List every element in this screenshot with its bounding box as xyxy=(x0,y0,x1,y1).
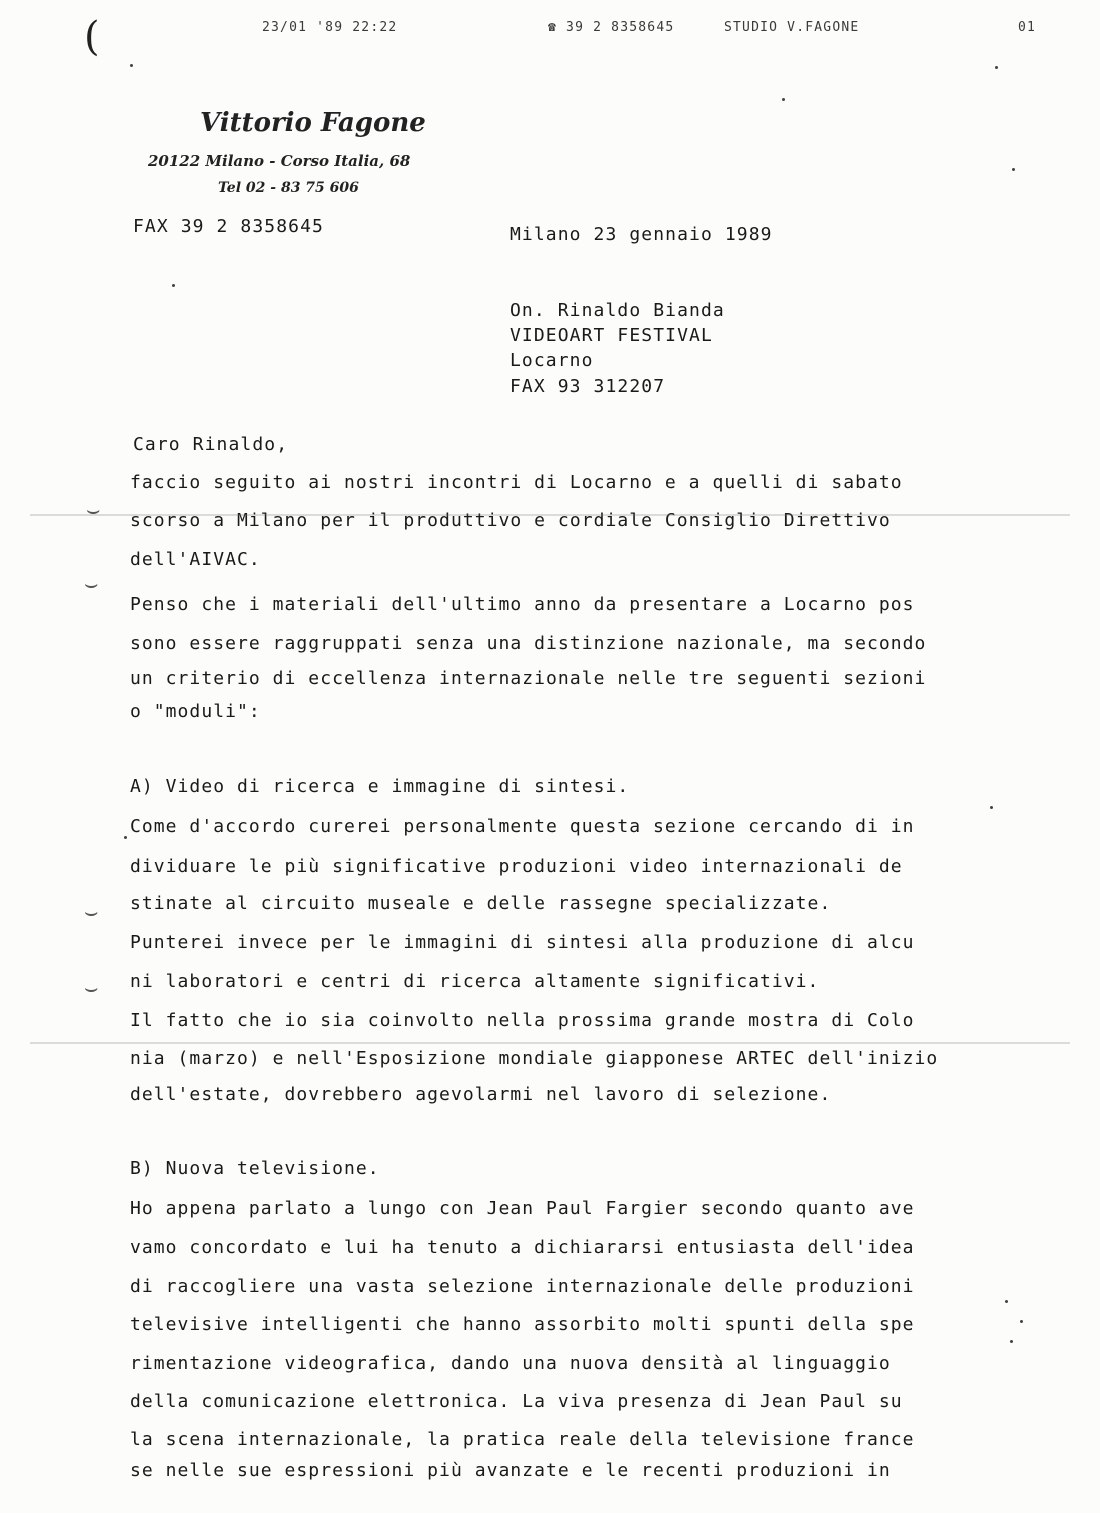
body-line: Punterei invece per le immagini di sintesi alla produzione di alcu xyxy=(130,932,915,953)
paper-speck xyxy=(124,836,127,839)
fax-page-number: 01 xyxy=(1018,20,1037,35)
section-heading: A) Video di ricerca e immagine di sintesi. xyxy=(130,776,630,797)
body-line: se nelle sue espressioni più avanzate e le recenti produzioni in xyxy=(130,1460,891,1481)
margin-curl-mark: ⌣ xyxy=(84,572,99,597)
fax-datetime: 23/01 '89 22:22 xyxy=(262,20,398,35)
letterhead-name: Vittorio Fagone xyxy=(200,108,426,138)
body-line: vamo concordato e lui ha tenuto a dichiararsi entusiasta dell'idea xyxy=(130,1237,915,1258)
margin-curl-mark: ⌣ xyxy=(84,900,99,925)
letterhead-address: 20122 Milano - Corso Italia, 68 xyxy=(148,152,411,170)
fax-number: ☎ 39 2 8358645 xyxy=(548,20,675,35)
recipient-name: On. Rinaldo Bianda xyxy=(510,300,725,321)
paper-speck xyxy=(782,98,785,101)
fax-studio: STUDIO V.FAGONE xyxy=(724,20,860,35)
body-line: stinate al circuito museale e delle rassegne specializzate. xyxy=(130,893,832,914)
body-line: nia (marzo) e nell'Esposizione mondiale giapponese ARTEC dell'inizio xyxy=(130,1048,939,1069)
paper-speck xyxy=(995,66,998,69)
paper-speck xyxy=(1005,1300,1008,1303)
recipient-organization: VIDEOART FESTIVAL xyxy=(510,325,713,346)
body-line: la scena internazionale, la pratica reale della televisione france xyxy=(130,1429,915,1450)
margin-curl-mark: ⌣ xyxy=(86,498,101,523)
body-line: rimentazione videografica, dando una nuova densità al linguaggio xyxy=(130,1353,891,1374)
body-line: o "moduli": xyxy=(130,701,261,722)
letter-date: Milano 23 gennaio 1989 xyxy=(510,224,773,245)
body-line: dell'estate, dovrebbero agevolarmi nel lavoro di selezione. xyxy=(130,1084,832,1105)
paper-fold-line xyxy=(30,514,1070,516)
sender-fax: FAX 39 2 8358645 xyxy=(133,216,324,237)
body-line: della comunicazione elettronica. La viva presenza di Jean Paul su xyxy=(130,1391,903,1412)
paper-speck xyxy=(1020,1320,1023,1323)
margin-curl-mark: ⌣ xyxy=(84,976,99,1001)
margin-bracket-mark: ( xyxy=(84,14,100,60)
body-line: Il fatto che io sia coinvolto nella prossima grande mostra di Colo xyxy=(130,1010,915,1031)
body-line: televisive intelligenti che hanno assorbito molti spunti della spe xyxy=(130,1314,915,1335)
letterhead-tel: Tel 02 - 83 75 606 xyxy=(218,180,359,196)
section-heading: B) Nuova televisione. xyxy=(130,1158,380,1179)
paper-speck xyxy=(130,64,133,67)
body-line: scorso a Milano per il produttivo e cordiale Consiglio Direttivo xyxy=(130,510,891,531)
recipient-fax: FAX 93 312207 xyxy=(510,376,666,397)
paper-speck xyxy=(1012,168,1015,171)
paper-speck xyxy=(990,806,993,809)
salutation: Caro Rinaldo, xyxy=(133,434,289,455)
body-line: dell'AIVAC. xyxy=(130,549,261,570)
body-line: faccio seguito ai nostri incontri di Locarno e a quelli di sabato xyxy=(130,472,903,493)
paper-speck xyxy=(1010,1340,1013,1343)
body-line: Penso che i materiali dell'ultimo anno da presentare a Locarno pos xyxy=(130,594,915,615)
recipient-city: Locarno xyxy=(510,350,594,371)
body-line: di raccogliere una vasta selezione internazionale delle produzioni xyxy=(130,1276,915,1297)
body-line: Ho appena parlato a lungo con Jean Paul Fargier secondo quanto ave xyxy=(130,1198,915,1219)
paper-fold-line xyxy=(30,1042,1070,1044)
body-line: sono essere raggruppati senza una distinzione nazionale, ma secondo xyxy=(130,633,927,654)
body-line: Come d'accordo curerei personalmente questa sezione cercando di in xyxy=(130,816,915,837)
body-line: ni laboratori e centri di ricerca altamente significativi. xyxy=(130,971,820,992)
body-line: un criterio di eccellenza internazionale nelle tre seguenti sezioni xyxy=(130,668,927,689)
paper-speck xyxy=(172,284,175,287)
body-line: dividuare le più significative produzioni video internazionali de xyxy=(130,856,903,877)
